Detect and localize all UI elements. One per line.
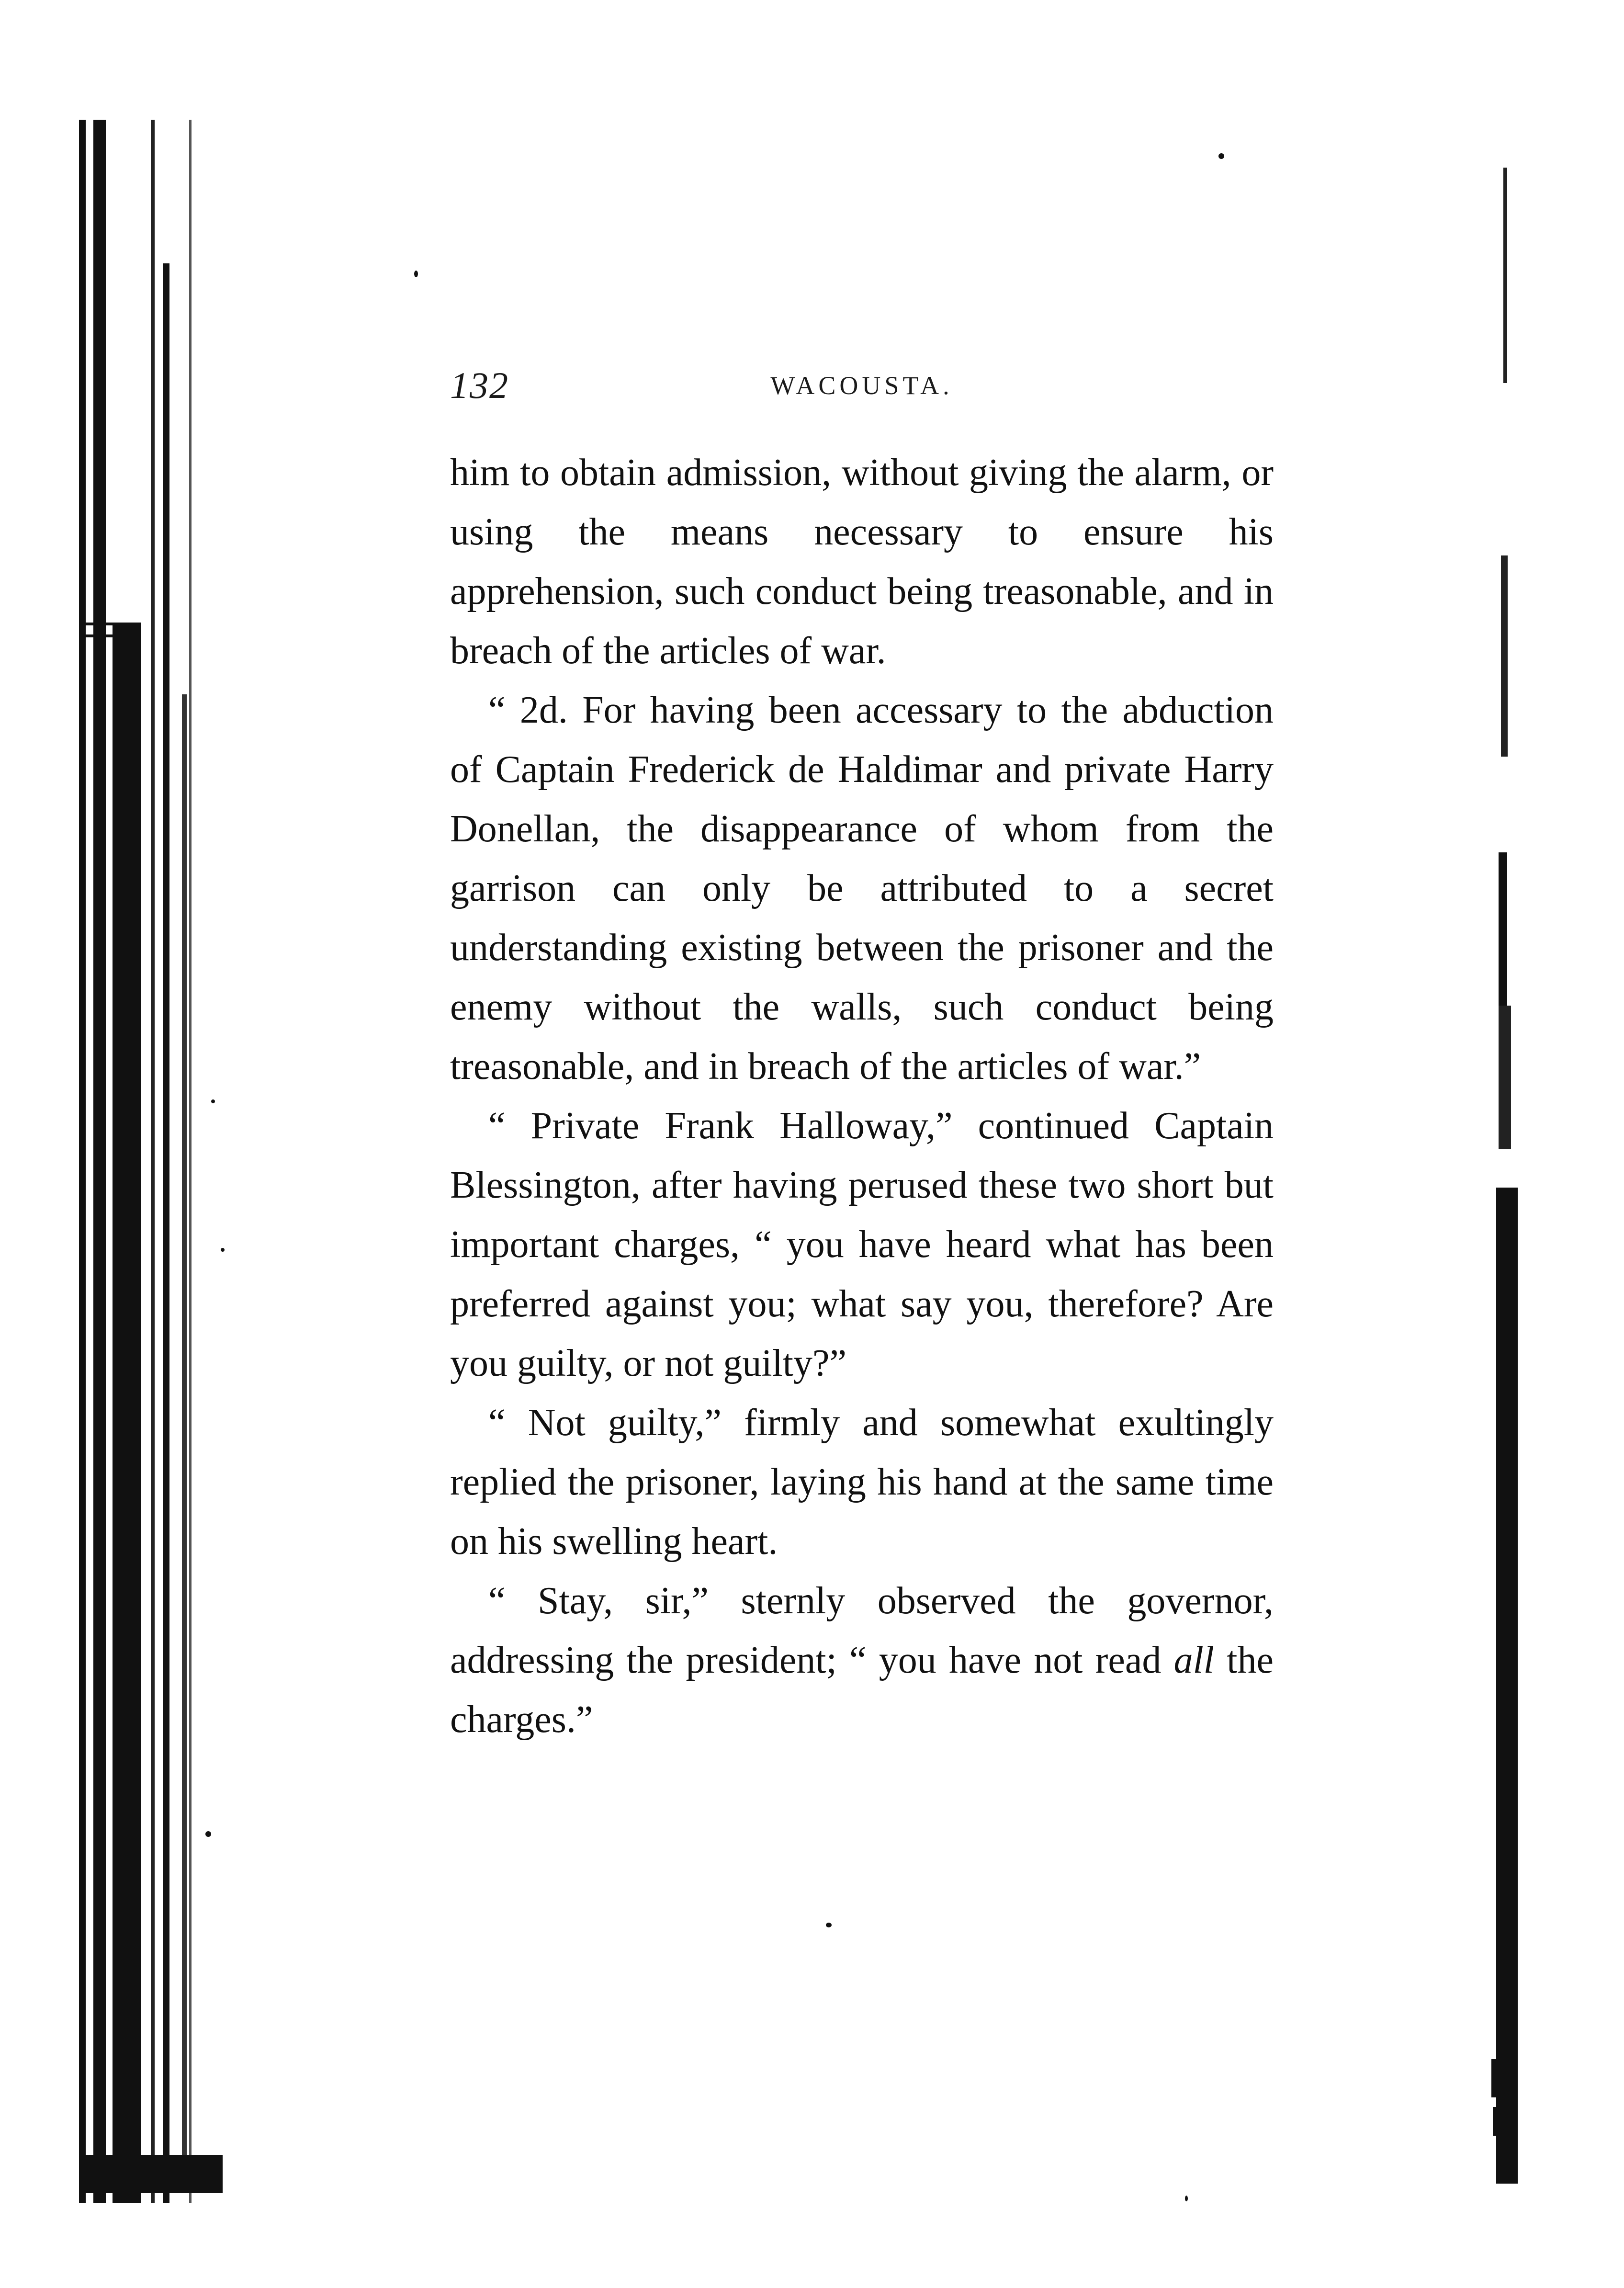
page-edge-shadow [1479,96,1542,2203]
paragraph-1: him to obtain admission, without giving the alarm, or using the means necessary to ensure his apprehension, such conduct being treasonable, and in breach of the articles of war. [450,452,1274,672]
body-text [450,443,1274,1749]
paragraph-5-text-end: the charges.” [450,1639,1274,1741]
emphasized-word: all [1173,1639,1215,1681]
speck-mark [1218,153,1224,159]
paragraph-3: “ Private Frank Halloway,” continued Captain Blessington, after having perused these two short but important charges, “ you have heard what has been preferred against you; what say you, therefore? Are you guilty, or not guilty?” [450,1105,1274,1384]
paragraph-5-text-start: “ Stay, sir,” sternly observed the governor, addressing the president; “ you have not read [450,1580,1274,1681]
paragraph-4: “ Not guilty,” firmly and somewhat exultingly replied the prisoner, laying his hand at the same time on his swelling heart. [450,1402,1274,1563]
speck-mark [1185,2196,1188,2201]
running-title: WACOUSTA. [770,371,953,400]
speck-mark [414,271,418,277]
paragraph-5 [450,1571,1274,1749]
binding-edge-shadow [79,120,237,2203]
page-number: 132 [450,364,509,406]
speck-mark [826,1923,832,1927]
running-header [450,364,1274,417]
paragraph-2: “ 2d. For having been accessary to the abduction of Captain Frederick de Haldimar and private Harry Donellan, the disappearance of whom from the garrison can only be attributed to a secret understanding existing between the prisoner and the enemy without the walls, such conduct being treasonable, and in breach of the articles of war.” [450,689,1274,1087]
